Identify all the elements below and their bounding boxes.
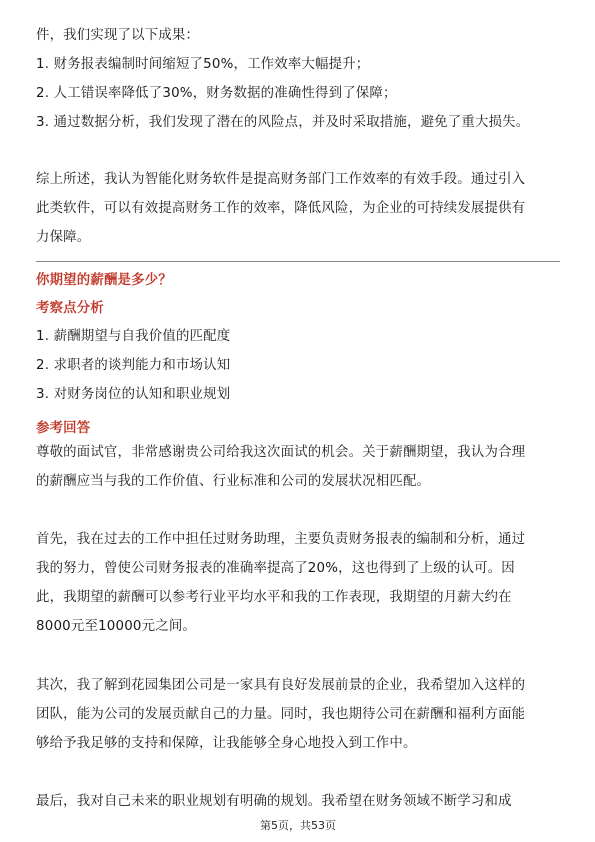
intro-tail-text: 件，我们实现了以下成果： [36, 28, 200, 43]
analysis-item-3: 3. 对财务岗位的认知和职业规划 [36, 387, 231, 402]
para3-line-2: 团队，能为公司的发展贡献自己的力量。同时，我也期待公司在薪酬和福利方面能 [36, 707, 526, 722]
para3-line-1: 其次，我了解到花园集团公司是一家具有良好发展前景的企业，我希望加入这样的 [36, 678, 526, 693]
analysis-heading: 考察点分析 [36, 301, 104, 316]
para2-line-1: 首先，我在过去的工作中担任过财务助理，主要负责财务报表的编制和分析，通过 [36, 532, 526, 547]
analysis-item-1: 1. 薪酬期望与自我价值的匹配度 [36, 329, 231, 344]
result-item-2: 2. 人工错误率降低了30%，财务数据的准确性得到了保障； [36, 86, 397, 101]
conclusion-line-1: 综上所述，我认为智能化财务软件是提高财务部门工作效率的有效手段。通过引入 [36, 172, 526, 187]
para3-line-3: 够给予我足够的支持和保障，让我能够全身心地投入到工作中。 [36, 736, 417, 751]
para4-line-1: 最后，我对自己未来的职业规划有明确的规划。我希望在财务领域不断学习和成 [36, 794, 512, 809]
para1-line-2: 的薪酬应当与我的工作价值、行业标准和公司的发展状况相匹配。 [36, 474, 431, 489]
para2-line-3: 此，我期望的薪酬可以参考行业平均水平和我的工作表现，我期望的月薪大约在 [36, 590, 512, 605]
conclusion-line-3: 力保障。 [36, 230, 91, 245]
question-title: 你期望的薪酬是多少？ [36, 273, 172, 288]
section-divider [36, 261, 560, 262]
conclusion-line-2: 此类软件，可以有效提高财务工作的效率，降低风险，为企业的可持续发展提供有 [36, 201, 526, 216]
page-number: 第5页，共53页 [260, 819, 336, 832]
analysis-item-2: 2. 求职者的谈判能力和市场认知 [36, 358, 231, 373]
answer-heading: 参考回答 [36, 421, 91, 436]
para2-line-4: 8000元至10000元之间。 [36, 619, 197, 634]
result-item-3: 3. 通过数据分析，我们发现了潜在的风险点，并及时采取措施，避免了重大损失。 [36, 115, 530, 130]
document-page [36, 0, 560, 842]
para1-line-1: 尊敬的面试官，非常感谢贵公司给我这次面试的机会。关于薪酬期望，我认为合理 [36, 445, 526, 460]
result-item-1: 1. 财务报表编制时间缩短了50%，工作效率大幅提升； [36, 57, 370, 72]
para2-line-2: 我的努力，曾使公司财务报表的准确率提高了20%，这也得到了上级的认可。因 [36, 561, 515, 576]
